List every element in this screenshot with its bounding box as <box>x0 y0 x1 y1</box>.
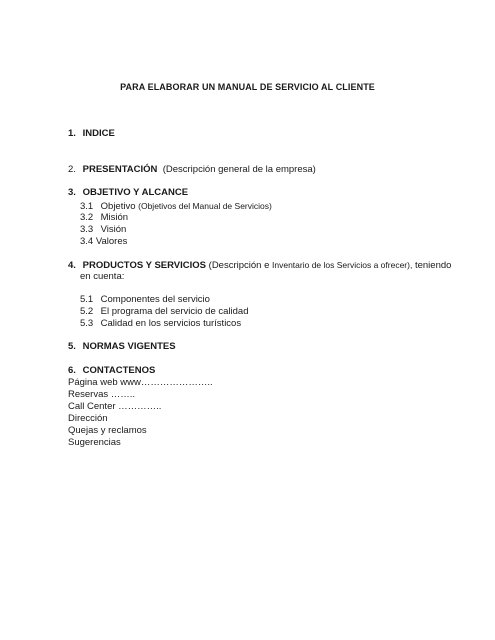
section-presentacion <box>68 164 316 176</box>
section-heading: INDICE <box>82 128 115 139</box>
section-note: (Descripción general de la empresa) <box>162 164 316 175</box>
section-number: 6. <box>68 365 76 376</box>
document-title: PARA ELABORAR UN MANUAL DE SERVICIO AL CLIENTE <box>120 82 375 92</box>
section-number: 5. <box>68 341 76 352</box>
item-label: El programa del servicio de calidad <box>100 306 249 317</box>
item-number: 5.1 <box>80 294 94 305</box>
list-item <box>80 212 128 224</box>
section-note-b: Inventario de los Servicios a ofrecer), <box>272 260 413 270</box>
section-number: 3. <box>68 187 76 198</box>
section-number: 1. <box>68 128 76 139</box>
list-item <box>80 236 127 248</box>
contact-line: Quejas y reclamos <box>68 425 147 436</box>
item-number: 3.2 <box>80 212 94 223</box>
contact-line: Call Center ………….. <box>68 401 162 412</box>
item-label: Objetivo <box>100 201 136 212</box>
item-label: Visión <box>100 224 127 235</box>
section-number: 2. <box>68 164 76 175</box>
item-label: Calidad en los servicios turísticos <box>100 318 242 329</box>
item-label: Componentes del servicio <box>100 294 210 305</box>
section-heading: NORMAS VIGENTES <box>82 341 176 352</box>
item-label: Valores <box>95 236 128 247</box>
item-number: 3.1 <box>80 201 94 212</box>
section-heading: OBJETIVO Y ALCANCE <box>82 187 189 198</box>
contact-line: Reservas …….. <box>68 389 136 400</box>
section-objetivo <box>68 187 188 199</box>
list-item <box>80 306 249 318</box>
list-item <box>80 318 241 330</box>
item-note: (Objetivos del Manual de Servicios) <box>138 201 272 211</box>
item-number: 3.4 <box>80 236 94 247</box>
list-item <box>80 294 210 306</box>
section-note-c: teniendo <box>414 260 452 271</box>
section-indice <box>68 128 115 140</box>
item-label: Misión <box>100 212 129 223</box>
item-number: 3.3 <box>80 224 94 235</box>
section-contactenos <box>68 365 155 377</box>
contact-line: Dirección <box>68 413 108 424</box>
section-productos <box>68 259 451 272</box>
item-number: 5.2 <box>80 306 94 317</box>
section-continuation: en cuenta: <box>80 271 125 282</box>
list-item <box>80 224 126 236</box>
section-number: 4. <box>68 260 76 271</box>
contact-line: Sugerencias <box>68 437 121 448</box>
contact-line: Página web www………………….. <box>68 377 213 388</box>
section-heading: PRESENTACIÓN <box>82 164 158 175</box>
section-normas <box>68 341 176 353</box>
section-heading: PRODUCTOS Y SERVICIOS <box>82 260 207 271</box>
section-note-a: (Descripción e <box>208 260 270 271</box>
section-heading: CONTACTENOS <box>82 365 156 376</box>
item-number: 5.3 <box>80 318 94 329</box>
